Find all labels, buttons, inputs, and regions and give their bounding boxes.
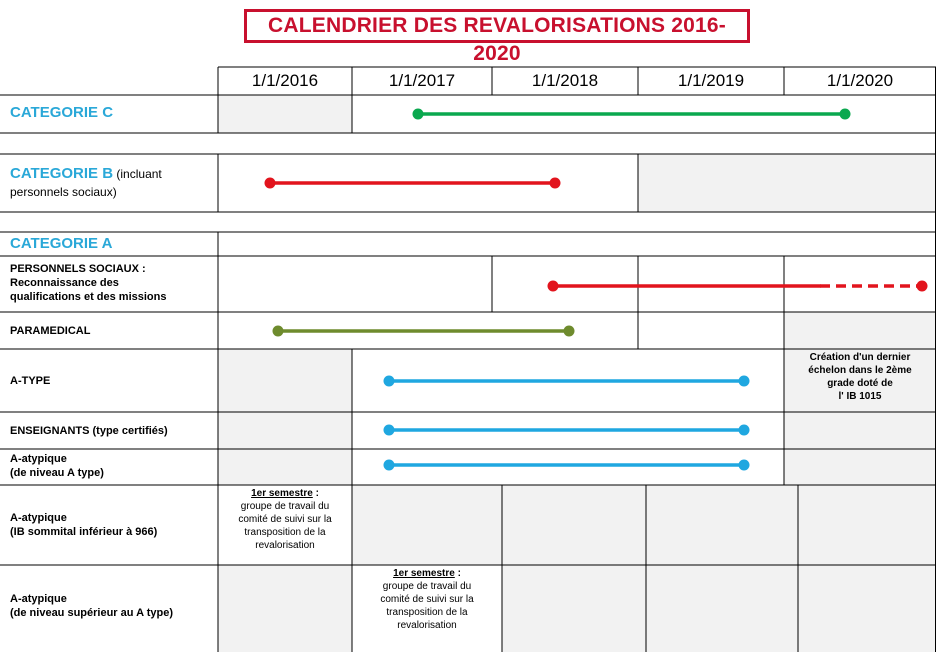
header-2018: 1/1/2018 [531,71,599,90]
row-label-enseignants: ENSEIGNANTS (type certifiés) [10,425,168,437]
header-2020: 1/1/2020 [826,71,894,90]
row-label-paramedical: PARAMEDICAL [10,325,91,337]
timeline-a-type [384,376,750,387]
header-2017: 1/1/2017 [388,71,456,90]
timeline-a-atypique-niveau-a [384,460,750,471]
timeline-enseignants [384,425,750,436]
row-label-a-atypique-superieur: A-atypique (de niveau supérieur au A type) [10,593,174,619]
row-label-a-atypique-niveau-a: A-atypique (de niveau A type) [10,453,104,479]
note-semestre-2017: 1er semestre : groupe de travail du comité de suivi sur la transposition de la revalorisation [380,568,474,631]
row-label-categorie-b: CATEGORIE B (incluant personnels sociaux) [10,165,162,199]
timeline-paramedical [273,326,575,337]
page-title: CALENDRIER DES REVALORISATIONS 2016-2020 [244,9,750,43]
timeline-cat-c [413,109,851,120]
row-label-personnels-sociaux: PERSONNELS SOCIAUX : Reconnaissance des qualifications et des missions [10,263,167,303]
timeline-personnels-sociaux [548,281,928,292]
header-2019: 1/1/2019 [677,71,745,90]
row-label-a-type: A-TYPE [10,375,51,387]
header-2016: 1/1/2016 [251,71,319,90]
timeline-cat-b [265,178,561,189]
note-creation-echelon: Création d'un dernier échelon dans le 2ème grade doté de l' IB 1015 [808,352,912,402]
note-semestre-2016: 1er semestre : groupe de travail du comité de suivi sur la transposition de la revalorisation [238,488,332,551]
row-label-categorie-c: CATEGORIE C [10,104,114,121]
row-label-a-atypique-ib: A-atypique (IB sommital inférieur à 966) [10,512,158,538]
row-label-categorie-a: CATEGORIE A [10,235,113,252]
